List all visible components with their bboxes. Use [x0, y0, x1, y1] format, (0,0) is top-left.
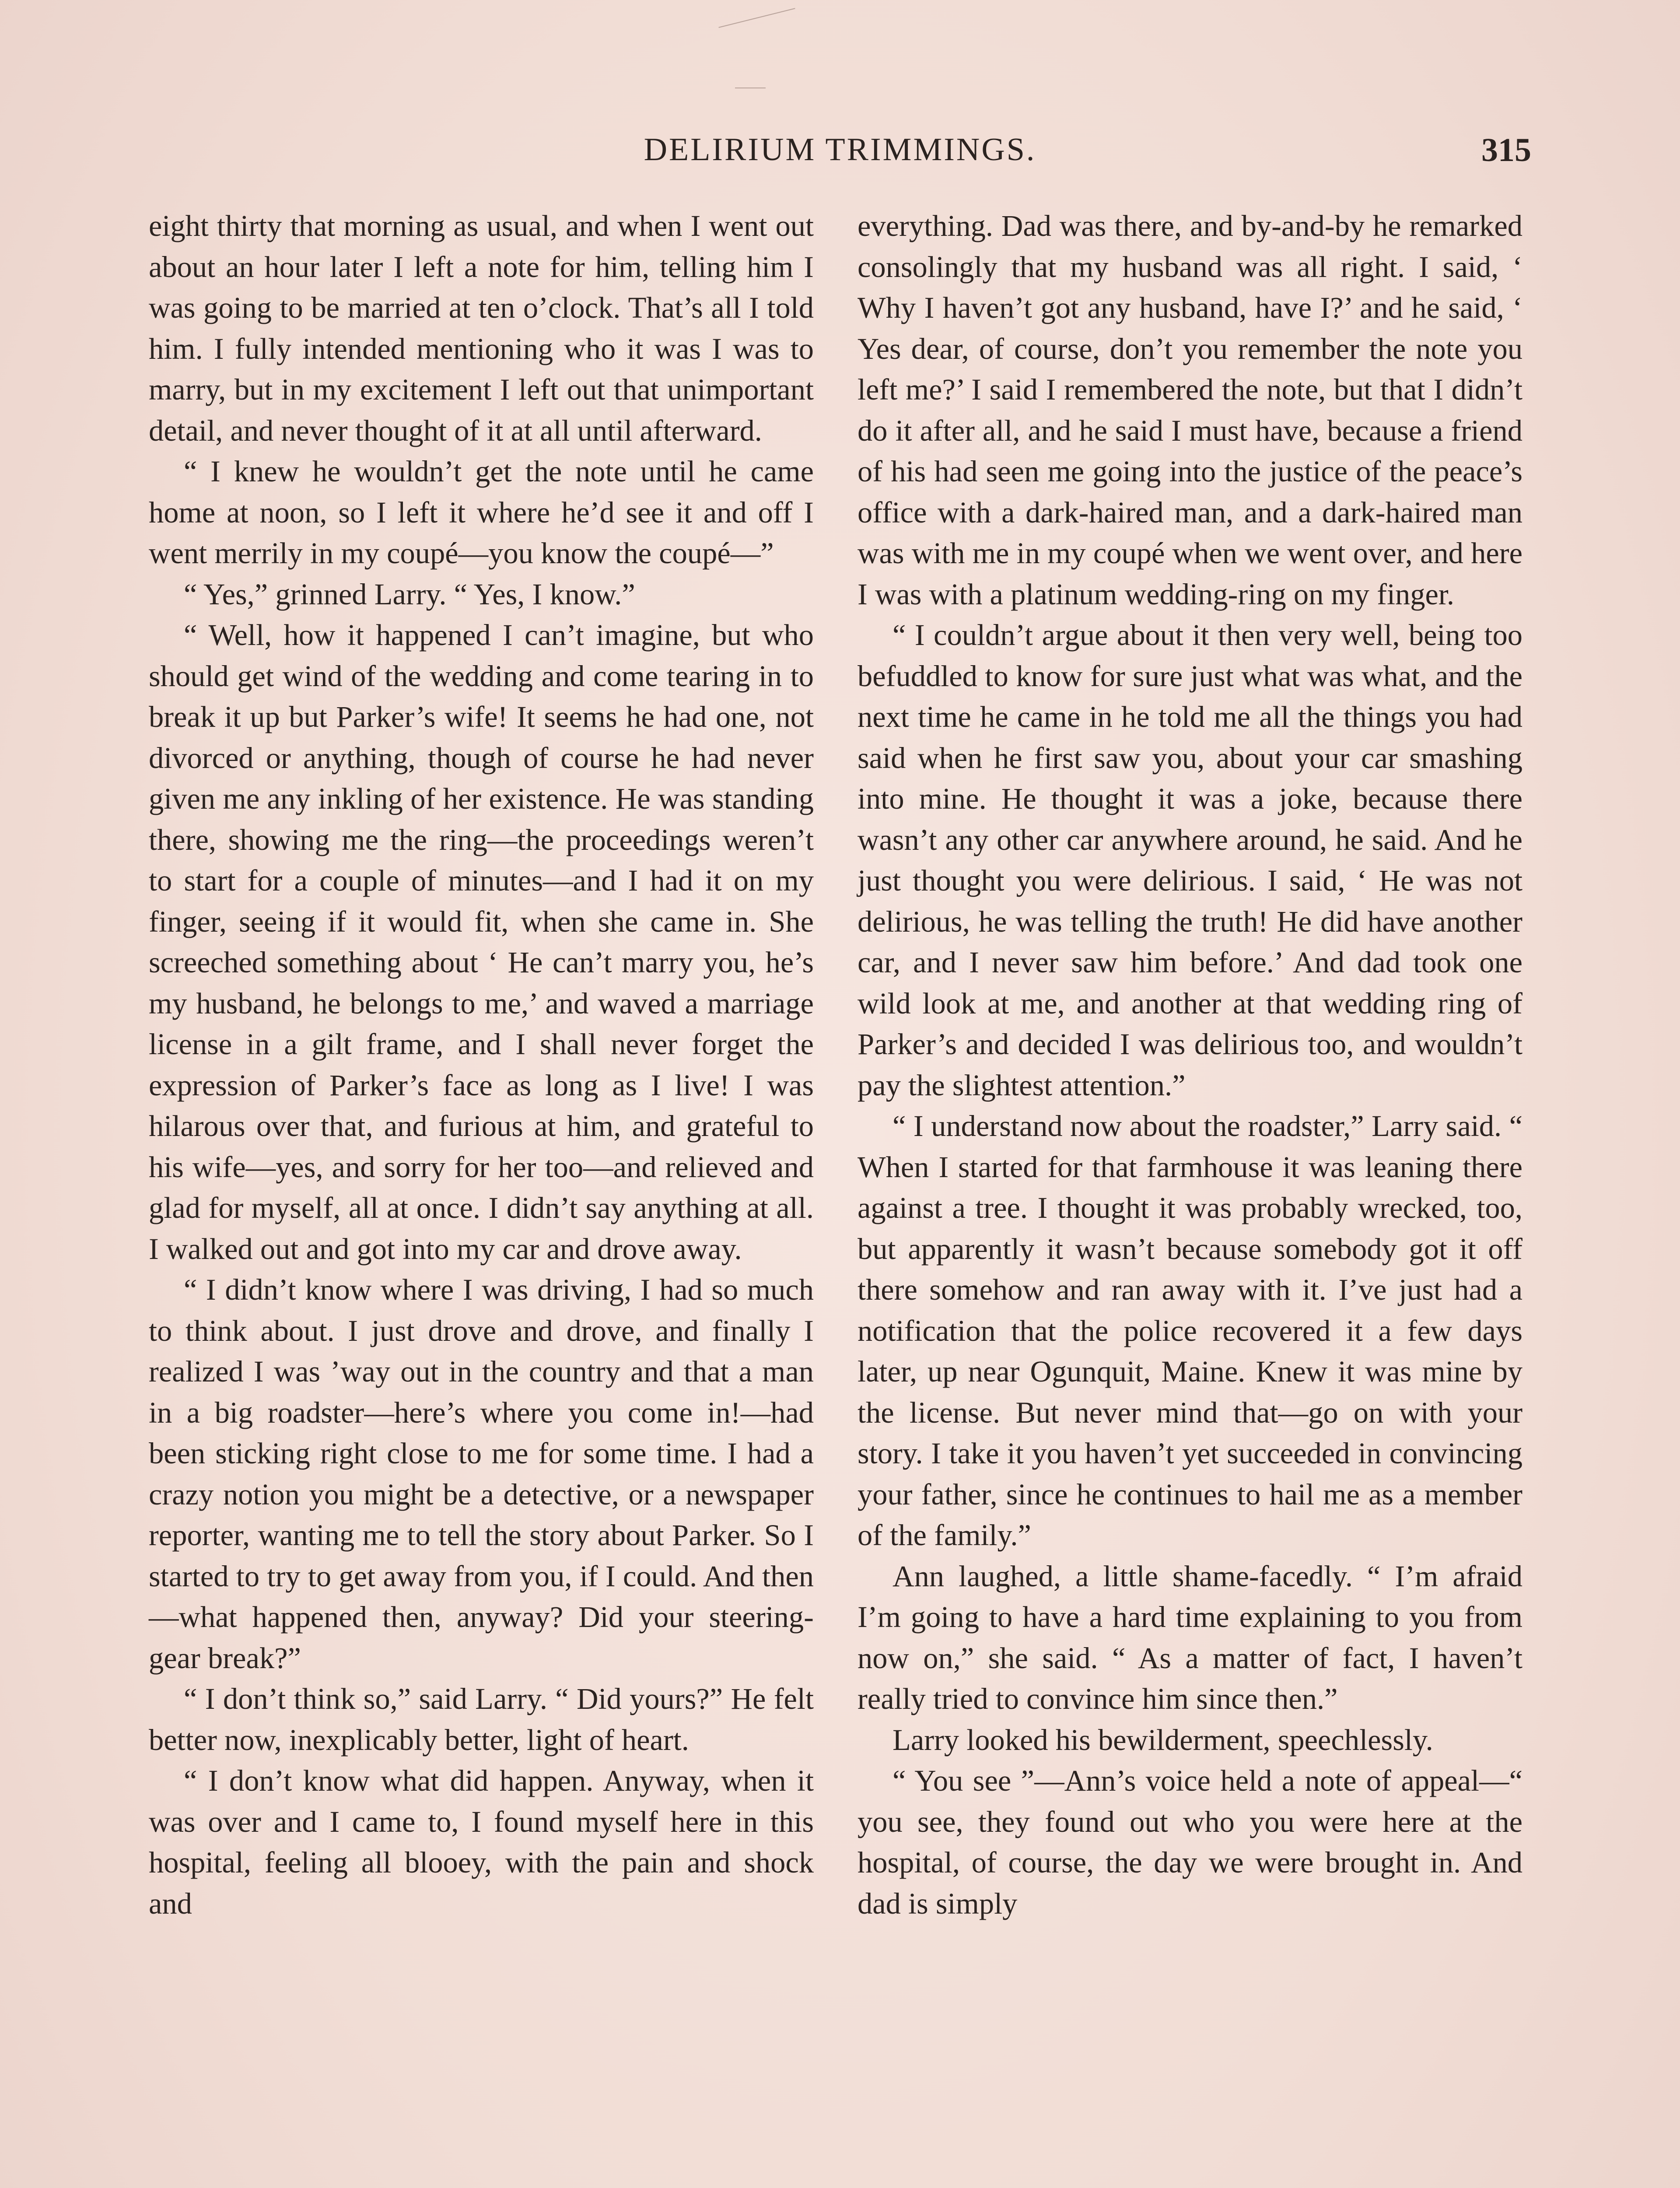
- right-column: [858, 206, 1522, 1924]
- paragraph: “ I don’t think so,” said Larry. “ Did yours?” He felt better now, inexplicably better, light of heart.: [149, 1682, 814, 1757]
- paragraph: Ann laughed, a little shame-facedly. “ I’m afraid I’m going to have a hard time explaining to you from now on,” she said. “ As a matter of fact, I haven’t really tried to convince him since then.”: [858, 1559, 1522, 1715]
- paragraph: “ I don’t know what did happen. Anyway, when it was over and I came to, I found myself here in this hospital, feeling all blooey, with the pain and shock and: [149, 1764, 814, 1920]
- paragraph: eight thirty that morning as usual, and when I went out about an hour later I left a note for him, telling him I was going to be married at ten o’clock. That’s all I told him. I fully intended mentioning who it was I was to marry, but in my excitement I left out that unimportant detail, and never thought of it at all until afterward.: [149, 209, 814, 447]
- pencil-mark: [718, 8, 795, 28]
- running-title: DELIRIUM TRIMMINGS.: [644, 132, 1036, 168]
- paragraph: “ You see ”—Ann’s voice held a note of appeal—“ you see, they found out who you were here at the hospital, of course, the day we were brought in. And dad is simply: [858, 1764, 1522, 1920]
- paragraph: “ I understand now about the roadster,” Larry said. “ When I started for that farmhouse it was leaning there against a tree. I thought it was probably wrecked, too, but apparently it wasn’t because somebody got it off there somehow and ran away with it. I’ve just had a notification that the police recovered it a few days later, up near Ogunquit, Maine. Knew it was mine by the license. But never mind that—go on with your story. I take it you haven’t yet succeeded in convincing your father, since he continues to hail me as a member of the family.”: [858, 1109, 1522, 1552]
- paragraph: “ I knew he wouldn’t get the note until he came home at noon, so I left it where he’d see it and off I went merrily in my coupé—you know the coupé—”: [149, 455, 814, 570]
- paragraph: “ Well, how it happened I can’t imagine, but who should get wind of the wedding and come tearing in to break it up but Parker’s wife! It seems he had one, not divorced or anything, though of course he had never given me any inkling of her existence. He was standing there, showing me the ring—the proceedings weren’t to start for a couple of minutes—and I had it on my finger, seeing if it would fit, when she came in. She screeched something about ‘ He can’t marry you, he’s my husband, he belongs to me,’ and waved a marriage license in a gilt frame, and I shall never forget the expression of Parker’s face as long as I live! I was hilarous over that, and furious at him, and grateful to his wife—yes, and sorry for her too—and relieved and glad for myself, all at once. I didn’t say anything at all. I walked out and got into my car and drove away.: [149, 618, 814, 1266]
- left-column: [149, 206, 814, 1924]
- paragraph: Larry looked his bewilderment, speechlessly.: [892, 1723, 1433, 1757]
- paragraph: everything. Dad was there, and by-and-by he remarked consolingly that my husband was all right. I said, ‘ Why I haven’t got any husband, have I?’ and he said, ‘ Yes dear, of course, don’t you remember the note you left me?’ I said I remembered the note, but that I didn’t do it after all, and he said I must have, because a friend of his had seen me going into the justice of the peace’s office with a dark-haired man, and a dark-haired man was with me in my coupé when we went over, and here I was with a platinum wedding-ring on my finger.: [858, 209, 1522, 611]
- paragraph: “ I didn’t know where I was driving, I had so much to think about. I just drove and drove, and finally I realized I was ’way out in the country and that a man in a big roadster—here’s where you come in!—had been sticking right close to me for some time. I had a crazy notion you might be a detective, or a newspaper reporter, wanting me to tell the story about Parker. So I started to try to get away from you, if I could. And then—what happened then, anyway? Did your steering-gear break?”: [149, 1273, 814, 1675]
- page-number: 315: [1481, 132, 1531, 168]
- paragraph: “ I couldn’t argue about it then very well, being too befuddled to know for sure just what was what, and the next time he came in he told me all the things you had said when he first saw you, about your car smashing into mine. He thought it was a joke, because there wasn’t any other car anywhere around, he said. And he just thought you were delirious. I said, ‘ He was not delirious, he was telling the truth! He did have another car, and I never saw him before.’ And dad took one wild look at me, and another at that wedding ring of Parker’s and decided I was delirious too, and wouldn’t pay the slightest attention.”: [858, 618, 1522, 1102]
- paragraph: “ Yes,” grinned Larry. “ Yes, I know.”: [184, 577, 635, 611]
- page-header: [149, 131, 1531, 179]
